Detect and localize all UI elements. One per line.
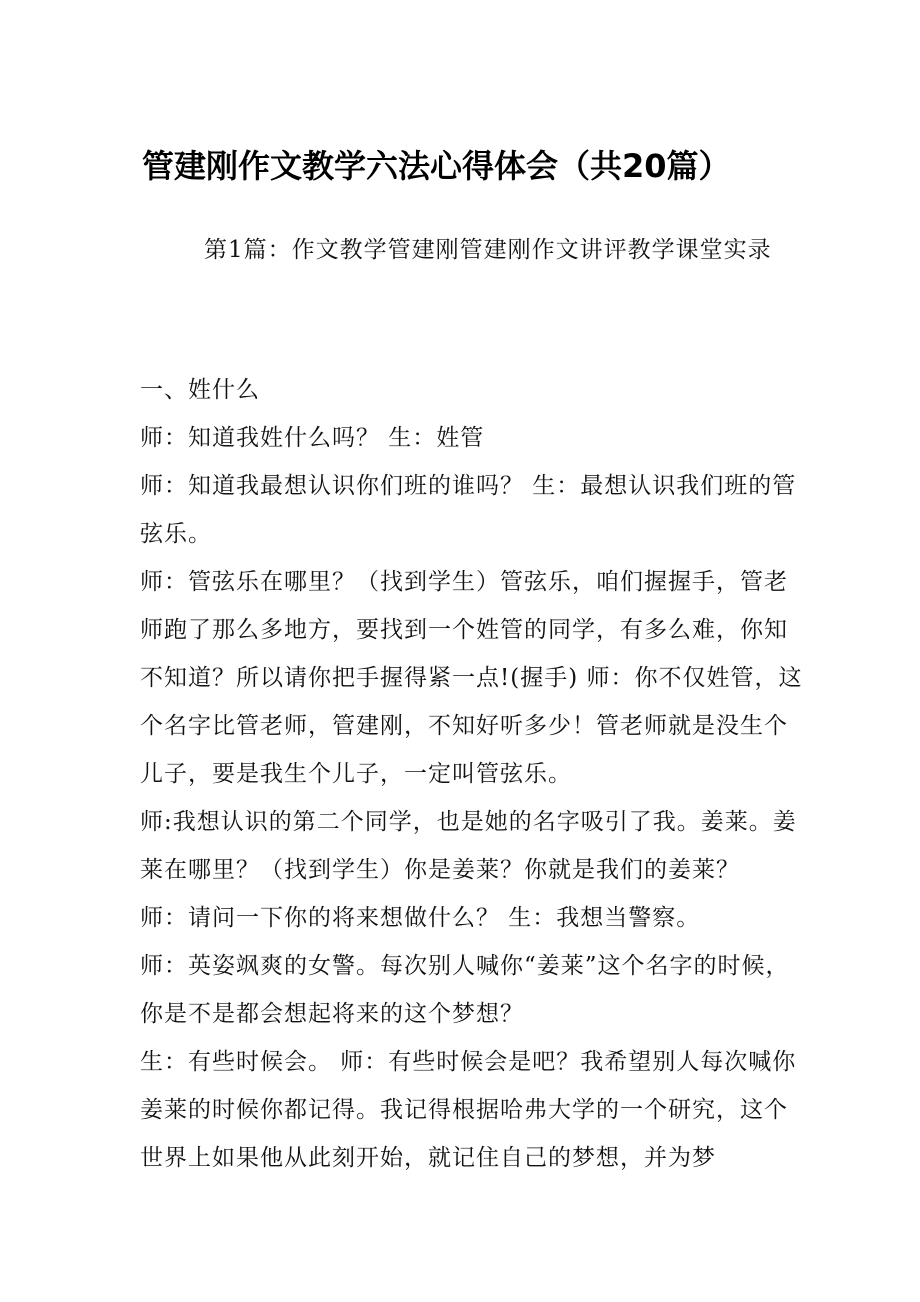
dialogue-paragraph: 生：有些时候会。 师：有些时候会是吧？我希望别人每次喊你姜莱的时候你都记得。我记得根据哈弗大学的一个研究，这个世界上如果他从此刻开始，就记住自己的梦想，并为梦 [140, 1049, 797, 1171]
dialogue-paragraph: 师：请问一下你的将来想做什么？ 生：我想当警察。 [140, 905, 701, 931]
section-heading: 一、姓什么 [140, 377, 260, 403]
dialogue-paragraph: 师：英姿飒爽的女警。每次别人喊你“姜莱”这个名字的时候，你是不是都会想起将来的这个梦想？ [140, 953, 790, 1027]
dialogue-paragraph: 师:我想认识的第二个同学，也是她的名字吸引了我。姜莱。姜莱在哪里？（找到学生）你是姜莱？你就是我们的姜莱？ [140, 809, 797, 883]
chapter-heading: 第1篇：作文教学管建刚管建刚作文讲评教学课堂实录 [204, 237, 772, 263]
dialogue-paragraph: 师：管弦乐在哪里？（找到学生）管弦乐，咱们握握手，管老师跑了那么多地方，要找到一个姓管的同学，有多么难，你知不知道？所以请你把手握得紧一点!(握手) 师：你不仅姓管，这个名字比管老师，管建刚，不知好听多少！管老师就是没生个儿子，要是我生个儿子，一定叫管弦乐。 [140, 569, 803, 787]
document-title: 管建刚作文教学六法心得体会（共20篇） [142, 147, 731, 185]
dialogue-paragraph: 师：知道我姓什么吗？ 生：姓管 [140, 425, 485, 451]
document-body [140, 366, 805, 1182]
dialogue-paragraph: 师：知道我最想认识你们班的谁吗？ 生：最想认识我们班的管弦乐。 [140, 473, 797, 547]
